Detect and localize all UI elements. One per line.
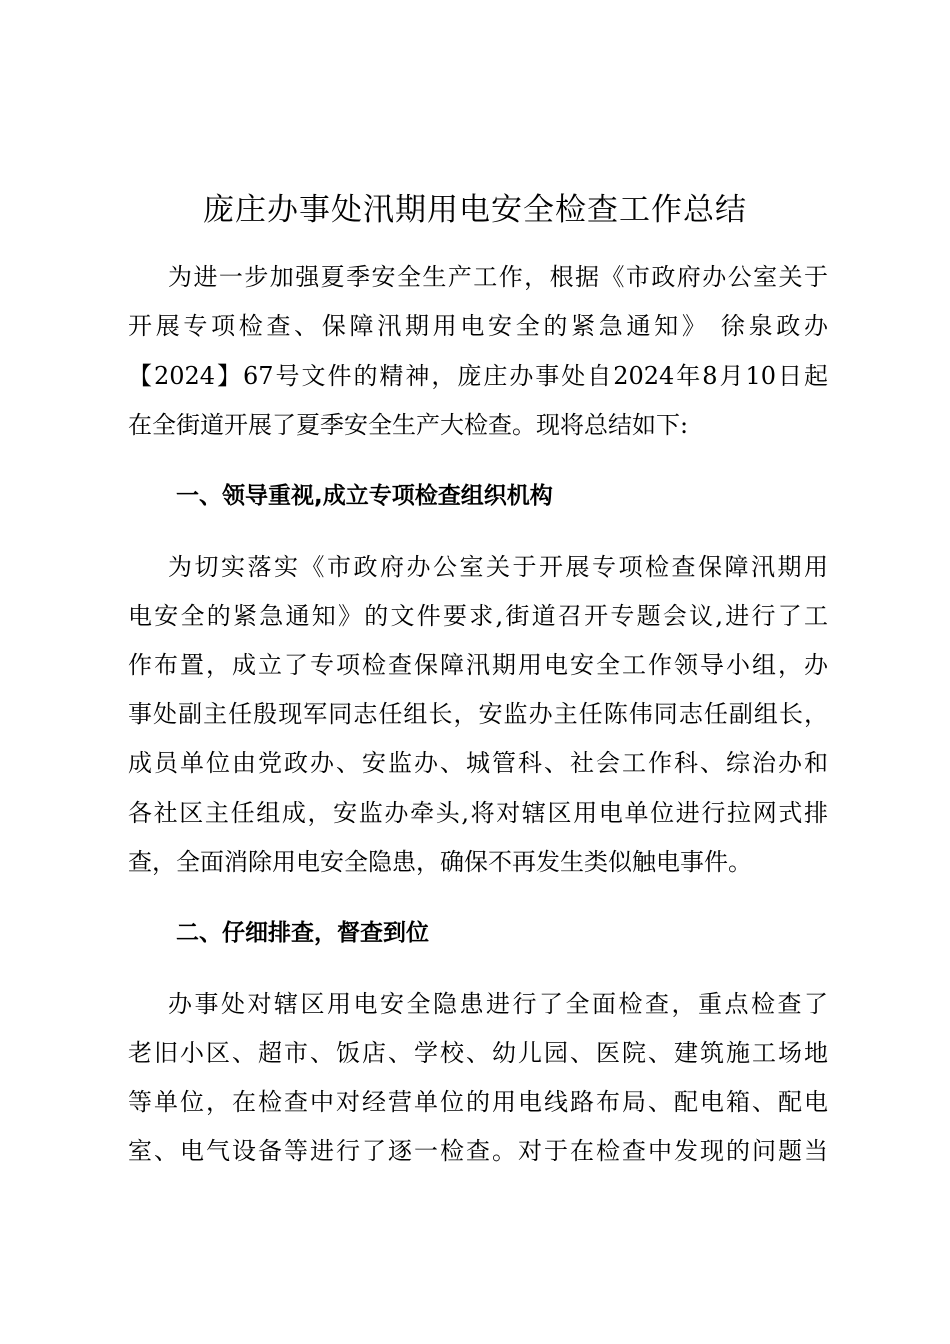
section-1-line-7: 查，全面消除用电安全隐患，确保不再发生类似触电事件。: [128, 848, 752, 876]
section-1-line-4: 事处副主任殷现军同志任组长，安监办主任陈伟同志任副组长，: [128, 700, 828, 728]
intro-line-1: 为进一步加强夏季安全生产工作，根据《市政府办公室关于: [168, 263, 828, 291]
section-2-line-2: 老旧小区、超市、饭店、学校、幼儿园、医院、建筑施工场地: [128, 1039, 828, 1067]
section-1-line-6: 各社区主任组成，安监办牵头,将对辖区用电单位进行拉网式排: [128, 799, 828, 827]
section-2-heading: 二、仔细排查，督查到位: [176, 920, 429, 946]
page-title: 庞庄办事处汛期用电安全检查工作总结: [203, 192, 747, 228]
section-2-line-3: 等单位，在检查中对经营单位的用电线路布局、配电箱、配电: [128, 1088, 828, 1116]
section-2-line-1: 办事处对辖区用电安全隐患进行了全面检查，重点检查了: [168, 990, 828, 1018]
section-1-heading: 一、领导重视,成立专项检查组织机构: [176, 483, 553, 509]
section-1-line-2: 电安全的紧急通知》的文件要求,街道召开专题会议,进行了工: [128, 602, 828, 630]
section-1-line-5: 成员单位由党政办、安监办、城管科、社会工作科、综治办和: [128, 749, 828, 777]
section-1-line-3: 作布置，成立了专项检查保障汛期用电安全工作领导小组，办: [128, 651, 828, 679]
intro-line-3: 【2024】67号文件的精神，庞庄办事处自2024年8月10日起: [128, 362, 828, 390]
intro-line-4: 在全街道开展了夏季安全生产大检查。现将总结如下:: [128, 411, 689, 439]
intro-line-2: 开展专项检查、保障汛期用电安全的紧急通知》 徐泉政办: [128, 312, 828, 340]
section-2-line-4: 室、电气设备等进行了逐一检查。对于在检查中发现的问题当: [128, 1137, 828, 1165]
section-1-line-1: 为切实落实《市政府办公室关于开展专项检查保障汛期用: [168, 553, 828, 581]
